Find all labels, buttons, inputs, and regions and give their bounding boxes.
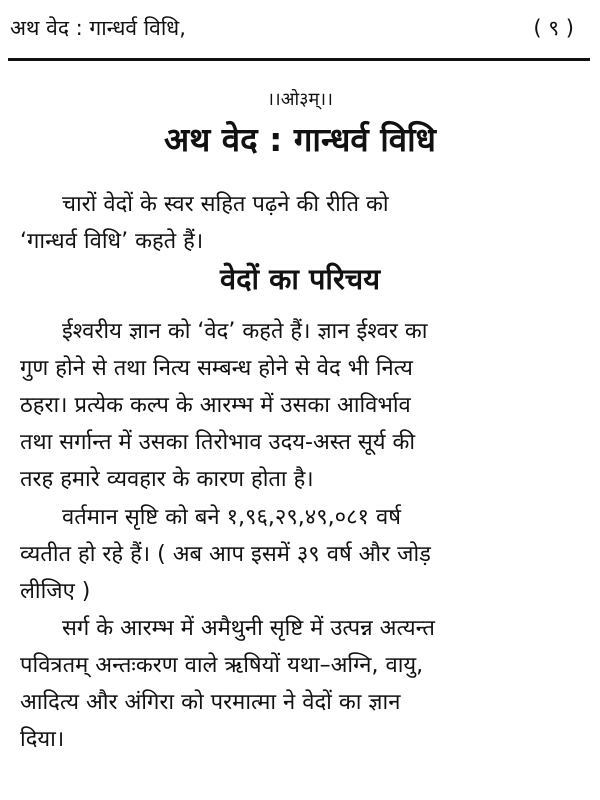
- running-header: [10, 8, 582, 48]
- paragraph-line: पवित्रतम् अन्तःकरण वाले ऋषियों यथा–अग्नि, वायु,: [20, 653, 424, 678]
- paragraph-line: गुण होने से तथा नित्य सम्बन्ध होने से वेद भी नित्य: [20, 356, 413, 381]
- paragraph-line: व्यतीत हो रहे हैं। ( अब आप इसमें ३९ वर्ष और जोड़: [20, 542, 431, 567]
- paragraph-line: तथा सर्गान्त में उसका तिरोभाव उदय-अस्त सूर्य की: [20, 430, 416, 455]
- intro-line: चारों वेदों के स्वर सहित पढ़ने की रीति को: [62, 192, 389, 217]
- paragraph-line: तरह हमारे व्यवहार के कारण होता है।: [20, 467, 314, 492]
- paragraph-line: दिया।: [20, 727, 65, 752]
- paragraph-line: आदित्य और अंगिरा को परमात्मा ने वेदों का ज्ञान: [20, 690, 401, 715]
- intro-paragraph: [20, 186, 580, 260]
- paragraph-creation-age: [20, 499, 580, 610]
- running-header-title: अथ वेद : गान्धर्व विधि,: [10, 16, 186, 40]
- paragraph-line: ईश्वरीय ज्ञान को ‘वेद’ कहते हैं। ज्ञान ईश्वर का: [62, 319, 428, 344]
- paragraph-line: ठहरा। प्रत्येक कल्प के आरम्भ में उसका आविर्भाव: [20, 393, 411, 418]
- invocation-om: ।।ओ३म्।।: [267, 89, 333, 110]
- paragraph-line: लीजिए ): [20, 579, 91, 604]
- paragraph-rishis: [20, 610, 580, 758]
- section-title: वेदों का परिचय: [219, 262, 381, 296]
- paragraph-line: सर्ग के आरम्भ में अमैथुनी सृष्टि में उत्पन्न अत्यन्त: [62, 616, 435, 641]
- page-number: ( ९ ): [533, 16, 574, 40]
- header-rule: [8, 58, 590, 61]
- chapter-title: अथ वेद : गान्धर्व विधि: [164, 120, 436, 159]
- paragraph-line: वर्तमान सृष्टि को बने १,९६,२९,४९,०८१ वर्ष: [62, 505, 401, 530]
- paragraph-vedas-knowledge: [20, 313, 580, 498]
- intro-line: ‘गान्धर्व विधि’ कहते हैं।: [20, 229, 204, 254]
